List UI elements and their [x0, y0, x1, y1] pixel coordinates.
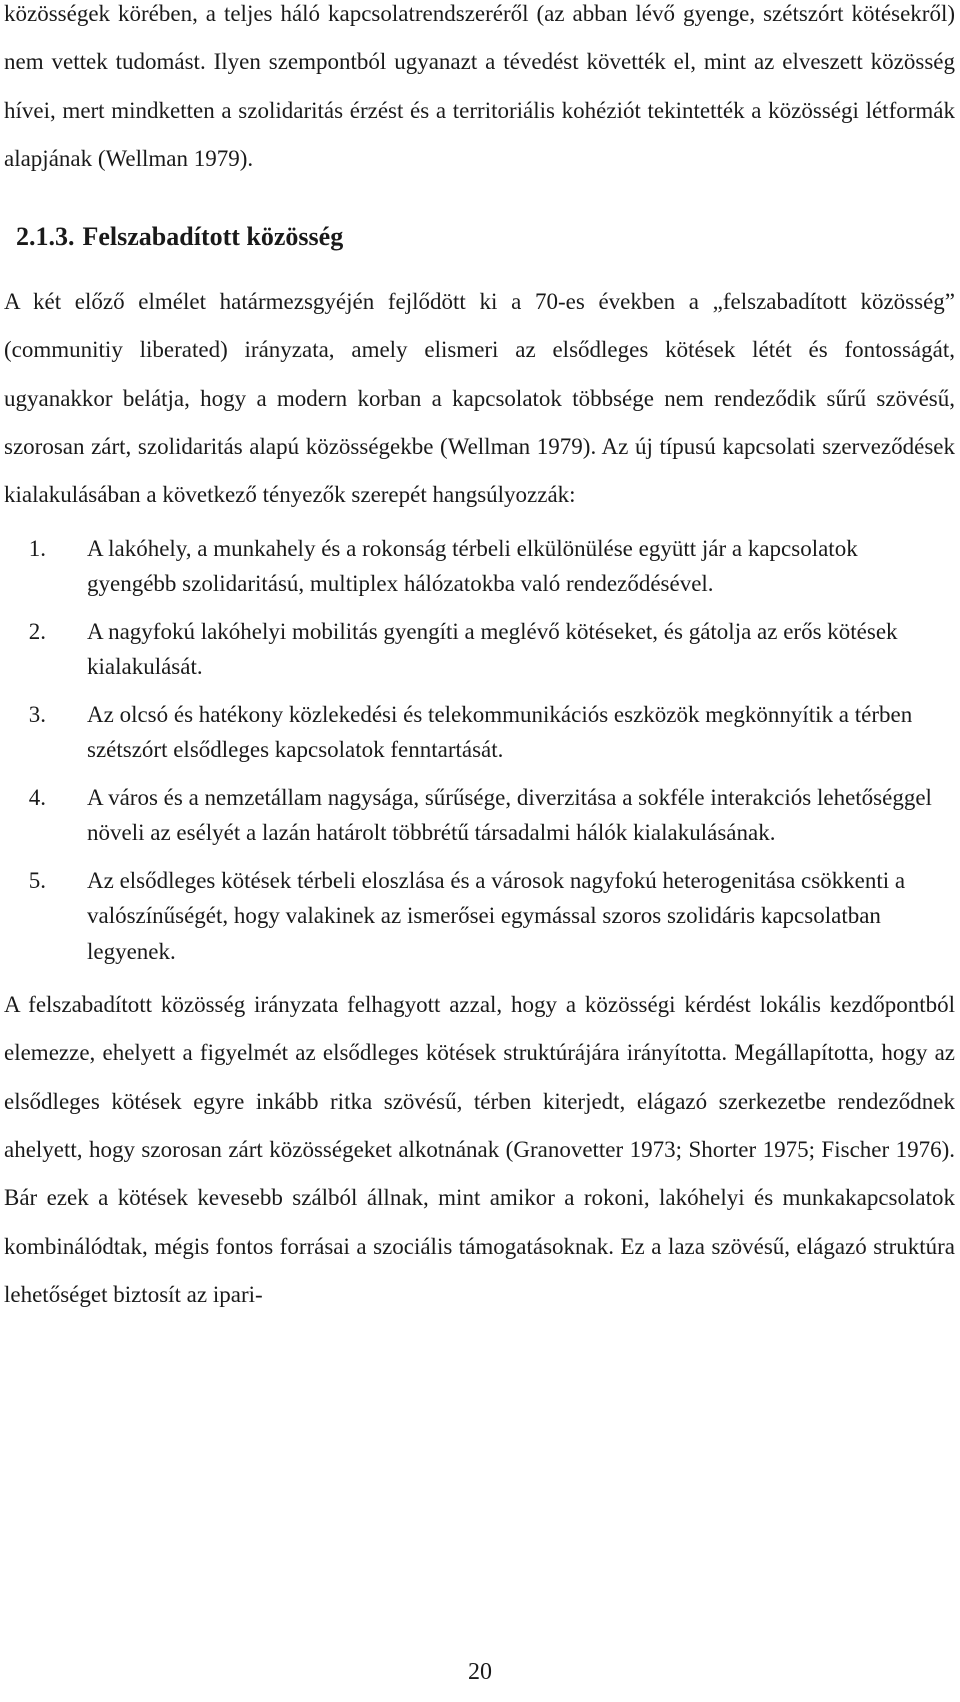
factor-list [4, 531, 955, 970]
page-content [4, 0, 955, 1319]
list-item-text: Az elsődleges kötések térbeli eloszlása és a városok nagyfokú heterogenitása csökkenti a valószínűségét, hogy valakinek az ismerősei egymással szoros szolidáris kapcsolatban legyenek. [87, 867, 906, 964]
list-item-number: 5. [28, 867, 46, 893]
body-paragraph-2: A felszabadított közösség irányzata felhagyott azzal, hogy a közösségi kérdést lokális kezdőpontból elemezze, ehelyett a figyelmét az elsődleges kötések struktúrájára irányította. Megállapította, hogy az elsődleges kötések egyre inkább ritka szövésű, térben kiterjedt, elágazó szerkezetbe rendeződnek ahelyett, hogy szorosan zárt közösségeket alkotnának (Granovetter 1973; Shorter 1975; Fischer 1976). Bár ezek a kötések kevesebb szálból állnak, mint amikor a rokoni, lakóhelyi és munkakapcsolatok kombinálódtak, mégis fontos forrásai a szociális támogatásoknak. Ez a laza szövésű, elágazó struktúra lehetőséget biztosít az ipari- [4, 992, 955, 1307]
page-number: 20 [468, 1659, 492, 1685]
section-heading [16, 220, 955, 254]
list-item-text: Az olcsó és hatékony közlekedési és telekommunikációs eszközök megkönnyítik a térben szétszórt elsődleges kapcsolatok fenntartását. [87, 701, 913, 763]
list-item-number: 2. [28, 618, 46, 644]
list-item [4, 863, 955, 970]
intro-paragraph: közösségek körében, a teljes háló kapcsolatrendszeréről (az abban lévő gyenge, szétszórt kötésekről) nem vettek tudomást. Ilyen szempontból ugyanazt a tévedést követték el, mint az elveszett közösség hívei, mert mindketten a szolidaritás érzést és a territoriális kohéziót tekintették a közösségi létformák alapjának (Wellman 1979). [4, 1, 955, 171]
list-item-number: 1. [28, 535, 46, 561]
list-item [4, 614, 955, 685]
list-item-text: A lakóhely, a munkahely és a rokonság térbeli elkülönülése együtt jár a kapcsolatok gyengébb szolidaritású, multiplex hálózatokba való rendeződésével. [87, 535, 858, 597]
section-number: 2.1.3. [16, 222, 75, 252]
list-item-text: A város és a nemzetállam nagysága, sűrűsége, diverzitása a sokféle interakciós lehetőséggel növeli az esélyét a lazán határolt többrétű társadalmi hálók kialakulásának. [87, 784, 932, 846]
list-item-number: 3. [28, 701, 46, 727]
list-item [4, 531, 955, 602]
list-item-text: A nagyfokú lakóhelyi mobilitás gyengíti a meglévő kötéseket, és gátolja az erős kötések kialakulását. [87, 618, 898, 680]
list-item [4, 697, 955, 768]
list-item [4, 780, 955, 851]
list-item-number: 4. [28, 784, 46, 810]
section-title: Felszabadított közösség [82, 222, 344, 252]
body-paragraph-1: A két előző elmélet határmezsgyéjén fejlődött ki a 70-es években a „felszabadított közösség” (communitiy liberated) irányzata, amely elismeri az elsődleges kötések létét és fontosságát, ugyanakkor belátja, hogy a modern korban a kapcsolatok többsége nem rendeződik sűrű szövésű, szorosan zárt, szolidaritás alapú közösségekbe (Wellman 1979). Az új típusú kapcsolati szerveződések kialakulásában a következő tényezők szerepét hangsúlyozzák: [4, 289, 955, 508]
